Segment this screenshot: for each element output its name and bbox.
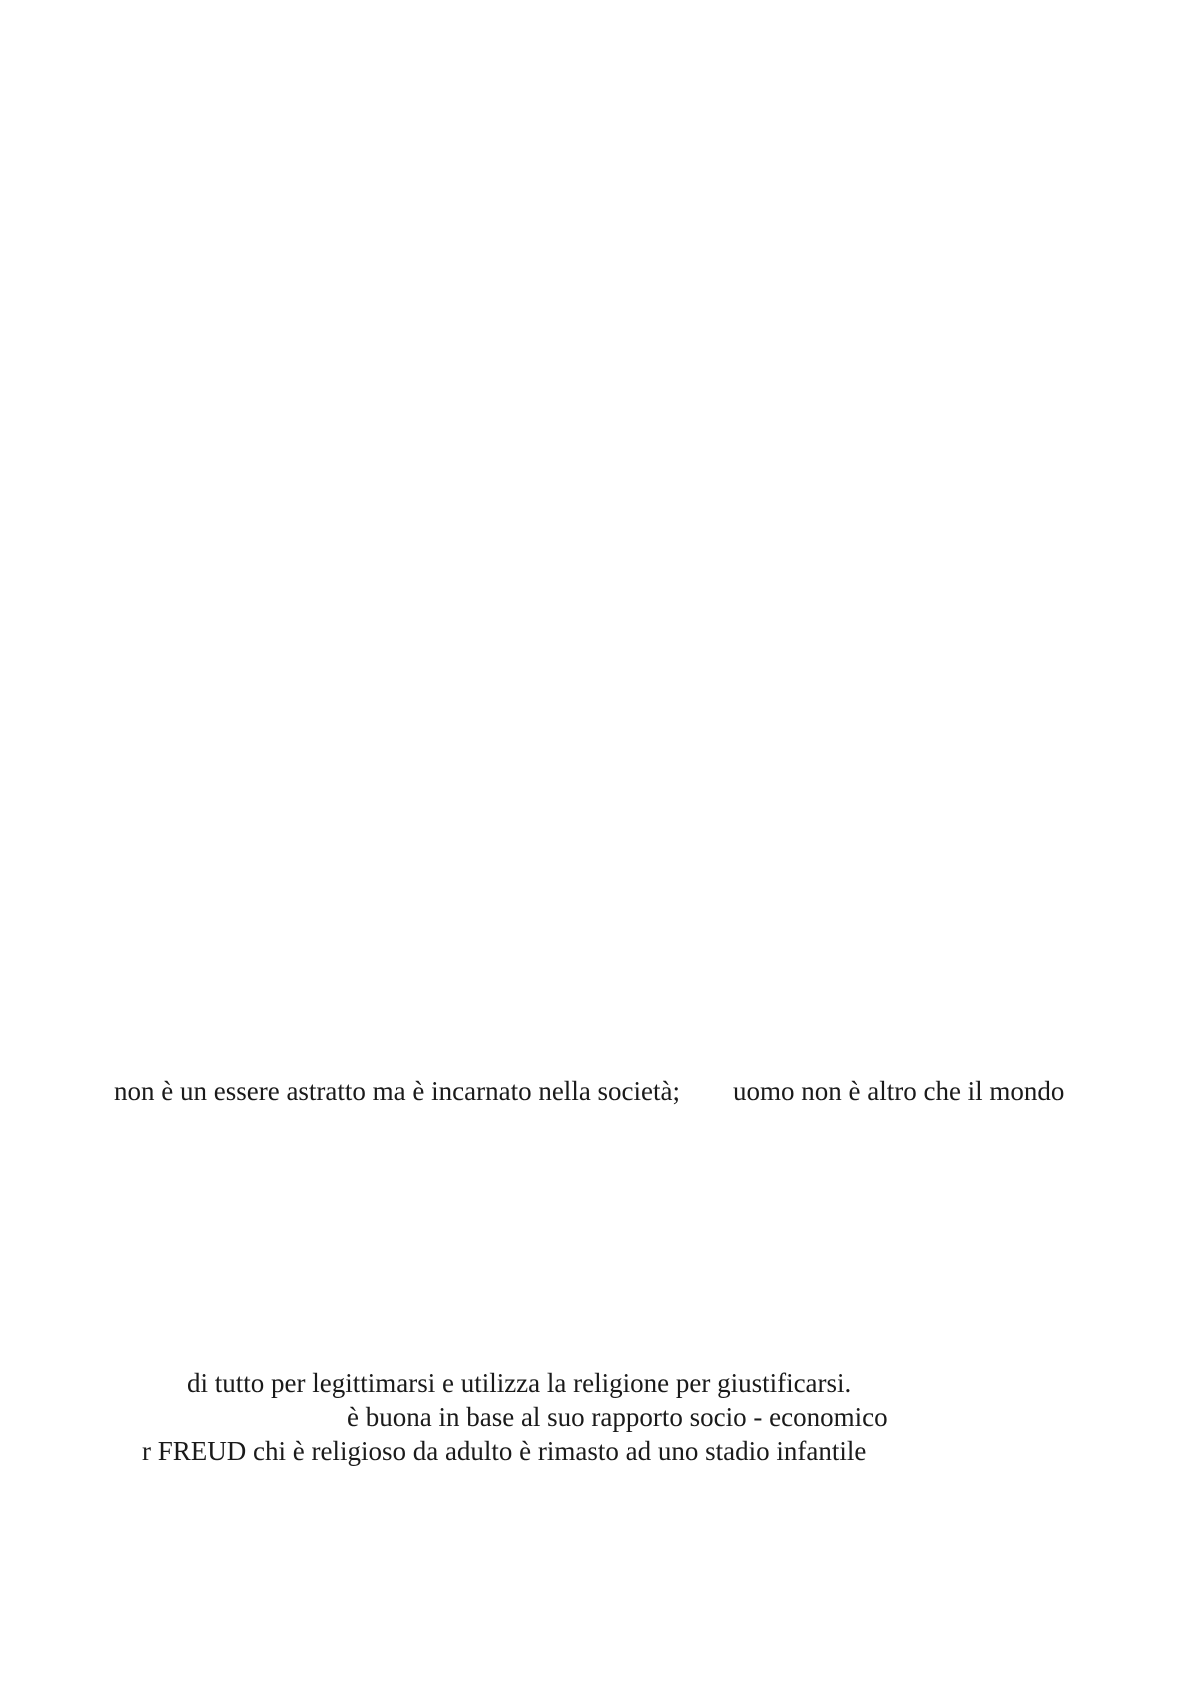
text-line-3: di tutto per legittimarsi e utilizza la religione per giustificarsi. [187, 1368, 852, 1398]
text-line-2: uomo non è altro che il mondo [733, 1076, 1065, 1106]
text-line-5: r FREUD chi è religioso da adulto è rimasto ad uno stadio infantile [142, 1436, 867, 1466]
text-line-1: non è un essere astratto ma è incarnato nella società; [114, 1076, 681, 1106]
text-line-4: è buona in base al suo rapporto socio - economico [347, 1402, 888, 1432]
